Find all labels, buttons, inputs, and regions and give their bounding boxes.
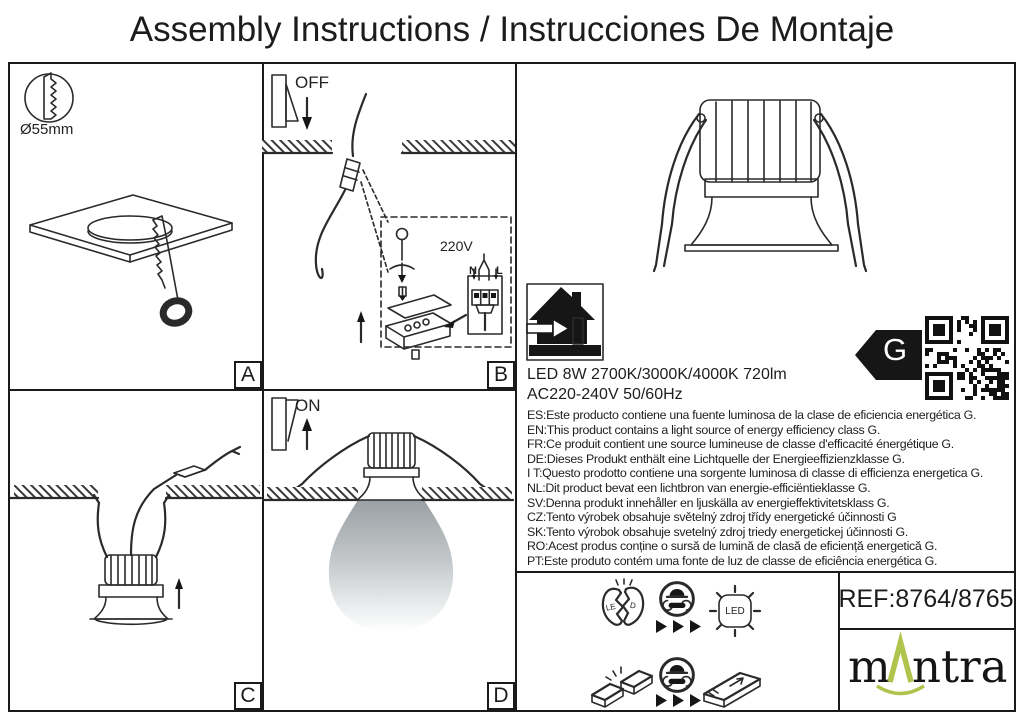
indoor-use-icon: [527, 284, 603, 360]
page-title: Assembly Instructions / Instrucciones De Montaje: [129, 10, 895, 49]
led-lamp-icon: [708, 584, 762, 638]
panel-label-c: C: [234, 682, 262, 710]
panel-b-wiring-drawing: [262, 64, 515, 389]
energy-class-letter: G: [882, 332, 908, 367]
language-line: ES:Este producto contiene una fuente luminosa de la clase de eficiencia energética G.: [527, 408, 977, 422]
language-line: DE:Dieses Produkt enthält eine Lichtquelle der Energieeffizienzklasse G.: [527, 451, 905, 466]
switch-on-label: ON: [295, 396, 321, 415]
panel-c-insert-drawing: [10, 389, 262, 710]
detail-leader-lines: [361, 170, 388, 272]
terminal-l-label: L: [496, 265, 503, 277]
panel-label-d: D: [487, 682, 515, 710]
ceiling-section: [262, 487, 513, 500]
wire-connector: [131, 447, 240, 555]
triple-arrow-icon: [656, 694, 702, 707]
triple-arrow-icon: [656, 620, 702, 633]
instruction-grid: [8, 62, 1016, 712]
mantra-logo: [848, 630, 1008, 708]
spec-line-2: AC220-240V 50/60Hz: [527, 386, 683, 403]
junction-box-drawing: [386, 295, 451, 359]
language-line: CZ:Tento výrobek obsahuje světelný zdroj třídy energetické účinnosti G: [527, 510, 897, 525]
svg-text:m: m: [848, 640, 891, 693]
language-line: I T:Questo prodotto contiene una sorgente luminosa di classe di efficienza energetica G.: [527, 466, 983, 481]
panel-d-light-on-drawing: [262, 389, 515, 710]
brand-logo: [838, 628, 1014, 710]
voltage-label: 220V: [440, 238, 473, 254]
led-driver-icon: [700, 666, 764, 712]
wiring-detail-box: [381, 217, 511, 347]
screwdriver-icon: [390, 229, 414, 302]
ceiling-section: [10, 485, 261, 498]
broken-driver-icon: [590, 662, 654, 712]
language-line: EN:This product contains a light source of energy efficiency class G.: [527, 422, 881, 437]
broken-led-lamp-icon: [600, 578, 646, 632]
spring-clip-left: [94, 495, 107, 557]
language-line: FR:Ce produit contient une source lumineuse de classe d'efficacité énergétique G.: [527, 437, 954, 452]
language-line: PT:Este produto contém uma fonte de luz de classe de eficiência energética G.: [527, 553, 938, 568]
ceiling-tile-drawing: [30, 195, 232, 262]
language-line: RO:Acest produs conține o sursă de lumină de clasă de eficiență energetică G.: [527, 539, 938, 554]
language-line: SV:Denna produkt innehåller en ljuskälla av energieffektivitetsklass G.: [527, 495, 890, 510]
push-up-arrow: [357, 311, 365, 342]
terminal-n-label: N: [469, 265, 477, 277]
language-line: SK:Tento výrobok obsahuje svetelný zdroj triedy energetickej účinnosti G.: [527, 524, 909, 539]
logo-chevron: [890, 642, 911, 682]
mains-wire: [316, 94, 366, 278]
svg-text:ntra: ntra: [912, 640, 1008, 693]
hole-diameter-label: Ø55mm: [20, 121, 74, 138]
hole-saw-icon: [25, 73, 73, 122]
svg-text:LE: LE: [605, 601, 617, 613]
product-side-view-drawing: [654, 100, 866, 271]
panel-label-a: A: [234, 361, 262, 389]
spec-line-1: LED 8W 2700K/3000K/4000K 720lm: [527, 366, 787, 383]
reference-number: REF:8764/8765: [838, 585, 1014, 613]
panel-label-b: B: [487, 361, 515, 389]
push-up-arrow: [175, 578, 183, 608]
panel-a-cut-hole-drawing: [10, 64, 262, 389]
svg-text:LED: LED: [725, 606, 745, 617]
downlight-fixture: [90, 495, 172, 624]
ceiling-section: [262, 140, 515, 153]
spring-clip-right: [156, 495, 169, 557]
switch-off-label: OFF: [295, 73, 329, 92]
technician-icon: [658, 580, 696, 618]
language-line: NL:Dit product bevat een lichtbron van energie-efficiëntieklasse G.: [527, 480, 871, 495]
language-notes: [527, 408, 1013, 569]
qr-code: [925, 316, 1011, 402]
technician-icon: [658, 656, 696, 694]
svg-text:D: D: [629, 600, 637, 611]
light-beam: [329, 500, 453, 632]
spring-clip-right: [414, 436, 487, 489]
